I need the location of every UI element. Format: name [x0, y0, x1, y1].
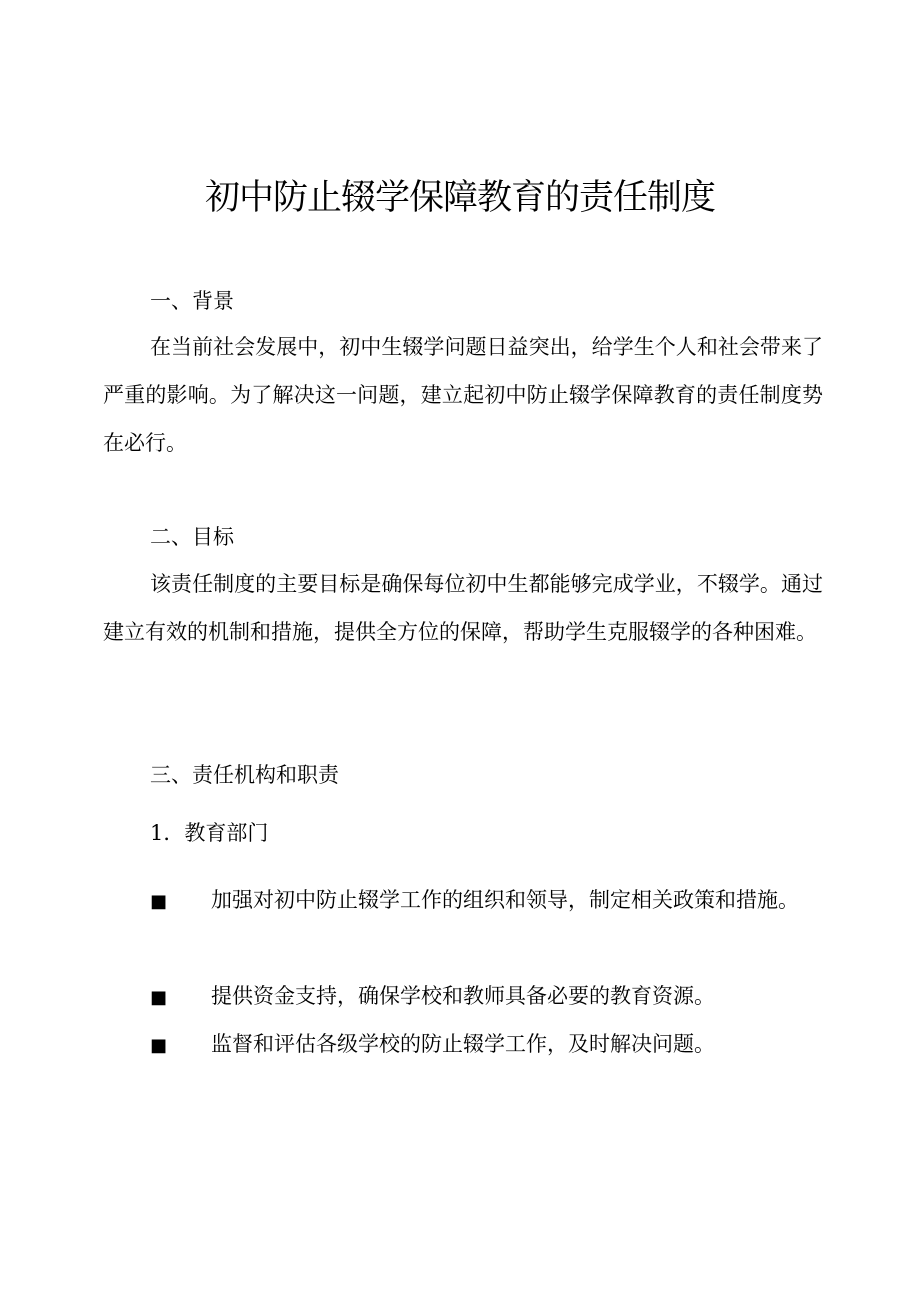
section-heading-background: 一、背景 [150, 289, 234, 313]
list-item [103, 1020, 823, 1070]
document-title: 初中防止辍学保障教育的责任制度 [204, 178, 715, 218]
bullet-square-icon: ■ [150, 891, 168, 912]
section-paragraph-goal: 该责任制度的主要目标是确保每位初中生都能够完成学业，不辍学。通过建立有效的机制和措施，提供全方位的保障，帮助学生克服辍学的各种困难。 [103, 572, 823, 644]
list-item [103, 972, 823, 1022]
bullet-square-icon: ■ [150, 987, 168, 1008]
list-item-text: 监督和评估各级学校的防止辍学工作，及时解决问题。 [211, 1032, 715, 1056]
bullet-square-icon: ■ [150, 1035, 168, 1056]
list-item-text: 提供资金支持，确保学校和教师具备必要的教育资源。 [211, 984, 715, 1008]
list-item [103, 876, 823, 926]
section-heading-responsibility: 三、责任机构和职责 [150, 763, 339, 787]
subsection-education-department: 1．教育部门 [150, 821, 269, 845]
section-heading-goal: 二、目标 [150, 525, 234, 549]
list-item-text: 加强对初中防止辍学工作的组织和领导，制定相关政策和措施。 [211, 888, 799, 912]
section-paragraph-background: 在当前社会发展中，初中生辍学问题日益突出，给学生个人和社会带来了严重的影响。为了解决这一问题，建立起初中防止辍学保障教育的责任制度势在必行。 [103, 335, 823, 455]
